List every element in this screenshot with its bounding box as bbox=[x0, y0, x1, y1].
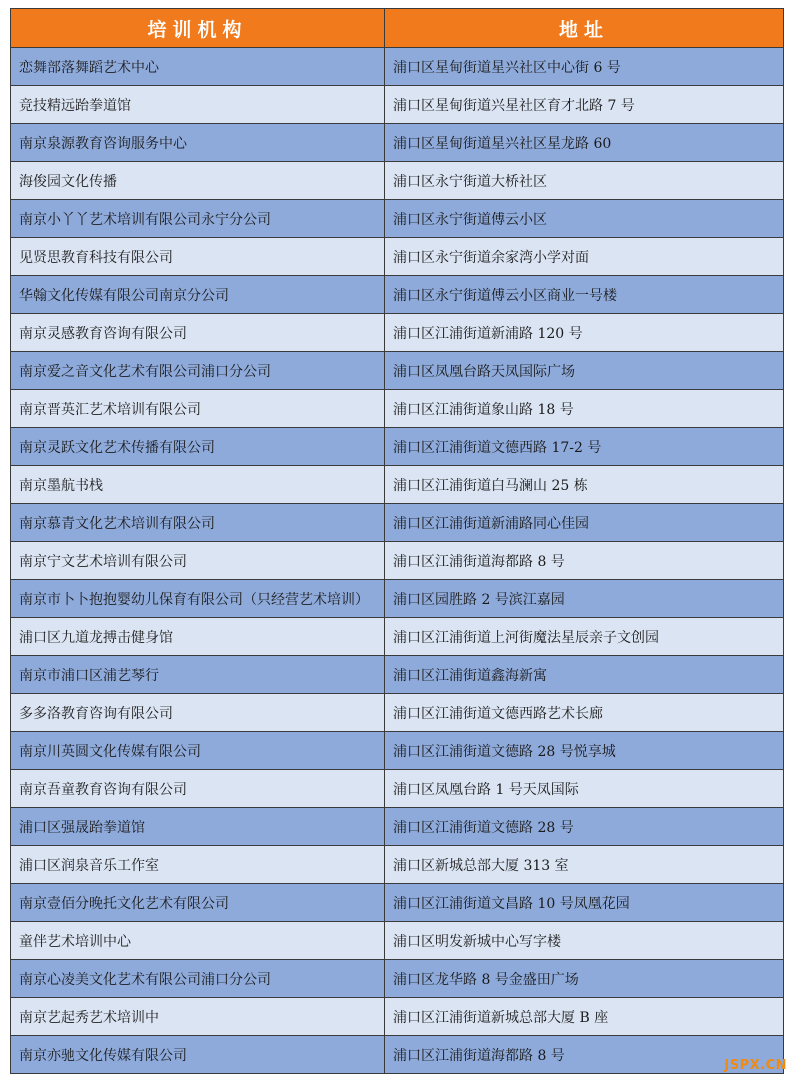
table-row bbox=[11, 428, 784, 466]
cell-address: 浦口区江浦街道文德西路艺术长廊 bbox=[385, 694, 784, 732]
table-row bbox=[11, 86, 784, 124]
cell-address: 浦口区龙华路 8 号金盛田广场 bbox=[385, 960, 784, 998]
table-row bbox=[11, 770, 784, 808]
cell-address: 浦口区江浦街道鑫海新寓 bbox=[385, 656, 784, 694]
cell-org: 南京心凌美文化艺术有限公司浦口分公司 bbox=[11, 960, 385, 998]
cell-address: 浦口区江浦街道白马澜山 25 栋 bbox=[385, 466, 784, 504]
cell-org: 南京川英圆文化传媒有限公司 bbox=[11, 732, 385, 770]
table-row bbox=[11, 808, 784, 846]
table-row bbox=[11, 352, 784, 390]
cell-address: 浦口区园胜路 2 号滨江嘉园 bbox=[385, 580, 784, 618]
cell-address: 浦口区江浦街道文德路 28 号悦享城 bbox=[385, 732, 784, 770]
cell-address: 浦口区江浦街道新浦路同心佳园 bbox=[385, 504, 784, 542]
cell-org: 南京泉源教育咨询服务中心 bbox=[11, 124, 385, 162]
cell-org: 南京艺起秀艺术培训中 bbox=[11, 998, 385, 1036]
cell-address: 浦口区星甸街道星兴社区星龙路 60 bbox=[385, 124, 784, 162]
cell-org: 多多洛教育咨询有限公司 bbox=[11, 694, 385, 732]
table-row bbox=[11, 314, 784, 352]
table-row bbox=[11, 466, 784, 504]
table-row bbox=[11, 618, 784, 656]
cell-org: 南京灵感教育咨询有限公司 bbox=[11, 314, 385, 352]
cell-org: 南京小丫丫艺术培训有限公司永宁分公司 bbox=[11, 200, 385, 238]
cell-address: 浦口区永宁街道余家湾小学对面 bbox=[385, 238, 784, 276]
cell-address: 浦口区江浦街道新城总部大厦 B 座 bbox=[385, 998, 784, 1036]
cell-org: 童伴艺术培训中心 bbox=[11, 922, 385, 960]
cell-org: 南京墨航书栈 bbox=[11, 466, 385, 504]
cell-address: 浦口区江浦街道文德路 28 号 bbox=[385, 808, 784, 846]
table-row bbox=[11, 694, 784, 732]
cell-org: 浦口区九道龙搏击健身馆 bbox=[11, 618, 385, 656]
cell-org: 南京爱之音文化艺术有限公司浦口分公司 bbox=[11, 352, 385, 390]
cell-address: 浦口区永宁街道傅云小区 bbox=[385, 200, 784, 238]
cell-org: 华翰文化传媒有限公司南京分公司 bbox=[11, 276, 385, 314]
cell-org: 南京市浦口区浦艺琴行 bbox=[11, 656, 385, 694]
cell-org: 南京慕青文化艺术培训有限公司 bbox=[11, 504, 385, 542]
cell-address: 浦口区新城总部大厦 313 室 bbox=[385, 846, 784, 884]
table-row bbox=[11, 162, 784, 200]
cell-address: 浦口区江浦街道象山路 18 号 bbox=[385, 390, 784, 428]
table-row bbox=[11, 922, 784, 960]
table-row bbox=[11, 656, 784, 694]
table-row bbox=[11, 276, 784, 314]
table-row bbox=[11, 580, 784, 618]
cell-address: 浦口区江浦街道上河街魔法星辰亲子文创园 bbox=[385, 618, 784, 656]
cell-address: 浦口区明发新城中心写字楼 bbox=[385, 922, 784, 960]
header-row bbox=[11, 9, 784, 48]
cell-org: 南京壹佰分晚托文化艺术有限公司 bbox=[11, 884, 385, 922]
cell-org: 南京晋英汇艺术培训有限公司 bbox=[11, 390, 385, 428]
watermark-logo: JSPX.CN bbox=[724, 1058, 787, 1073]
table-row bbox=[11, 846, 784, 884]
header-org: 培训机构 bbox=[11, 9, 385, 48]
table-row bbox=[11, 732, 784, 770]
cell-org: 南京灵跃文化艺术传播有限公司 bbox=[11, 428, 385, 466]
header-address: 地址 bbox=[385, 9, 784, 48]
cell-org: 南京亦驰文化传媒有限公司 bbox=[11, 1036, 385, 1074]
cell-org: 浦口区强晟跆拳道馆 bbox=[11, 808, 385, 846]
institution-table bbox=[10, 8, 784, 1074]
cell-org: 浦口区润泉音乐工作室 bbox=[11, 846, 385, 884]
cell-address: 浦口区江浦街道海都路 8 号 bbox=[385, 542, 784, 580]
table-row bbox=[11, 998, 784, 1036]
cell-org: 南京吾童教育咨询有限公司 bbox=[11, 770, 385, 808]
cell-org: 海俊园文化传播 bbox=[11, 162, 385, 200]
table-row bbox=[11, 542, 784, 580]
cell-address: 浦口区江浦街道文昌路 10 号凤凰花园 bbox=[385, 884, 784, 922]
table-row bbox=[11, 504, 784, 542]
cell-address: 浦口区江浦街道文德西路 17-2 号 bbox=[385, 428, 784, 466]
table-row bbox=[11, 124, 784, 162]
cell-org: 竞技精远跆拳道馆 bbox=[11, 86, 385, 124]
table-row bbox=[11, 238, 784, 276]
cell-address: 浦口区凤凰台路天凤国际广场 bbox=[385, 352, 784, 390]
table-row bbox=[11, 48, 784, 86]
cell-address: 浦口区星甸街道兴星社区育才北路 7 号 bbox=[385, 86, 784, 124]
cell-address: 浦口区江浦街道海都路 8 号 bbox=[385, 1036, 784, 1074]
table-row bbox=[11, 960, 784, 998]
cell-org: 恋舞部落舞蹈艺术中心 bbox=[11, 48, 385, 86]
table-row bbox=[11, 200, 784, 238]
table-header bbox=[11, 9, 784, 48]
cell-address: 浦口区永宁街道大桥社区 bbox=[385, 162, 784, 200]
table-row bbox=[11, 884, 784, 922]
cell-address: 浦口区星甸街道星兴社区中心街 6 号 bbox=[385, 48, 784, 86]
table-row bbox=[11, 1036, 784, 1074]
table-row bbox=[11, 390, 784, 428]
table-body bbox=[11, 48, 784, 1074]
cell-org: 南京市卜卜抱抱婴幼儿保育有限公司（只经营艺术培训） bbox=[11, 580, 385, 618]
institution-table-container bbox=[10, 8, 783, 1074]
cell-org: 见贤思教育科技有限公司 bbox=[11, 238, 385, 276]
cell-address: 浦口区永宁街道傅云小区商业一号楼 bbox=[385, 276, 784, 314]
cell-address: 浦口区凤凰台路 1 号天凤国际 bbox=[385, 770, 784, 808]
cell-address: 浦口区江浦街道新浦路 120 号 bbox=[385, 314, 784, 352]
cell-org: 南京宁文艺术培训有限公司 bbox=[11, 542, 385, 580]
